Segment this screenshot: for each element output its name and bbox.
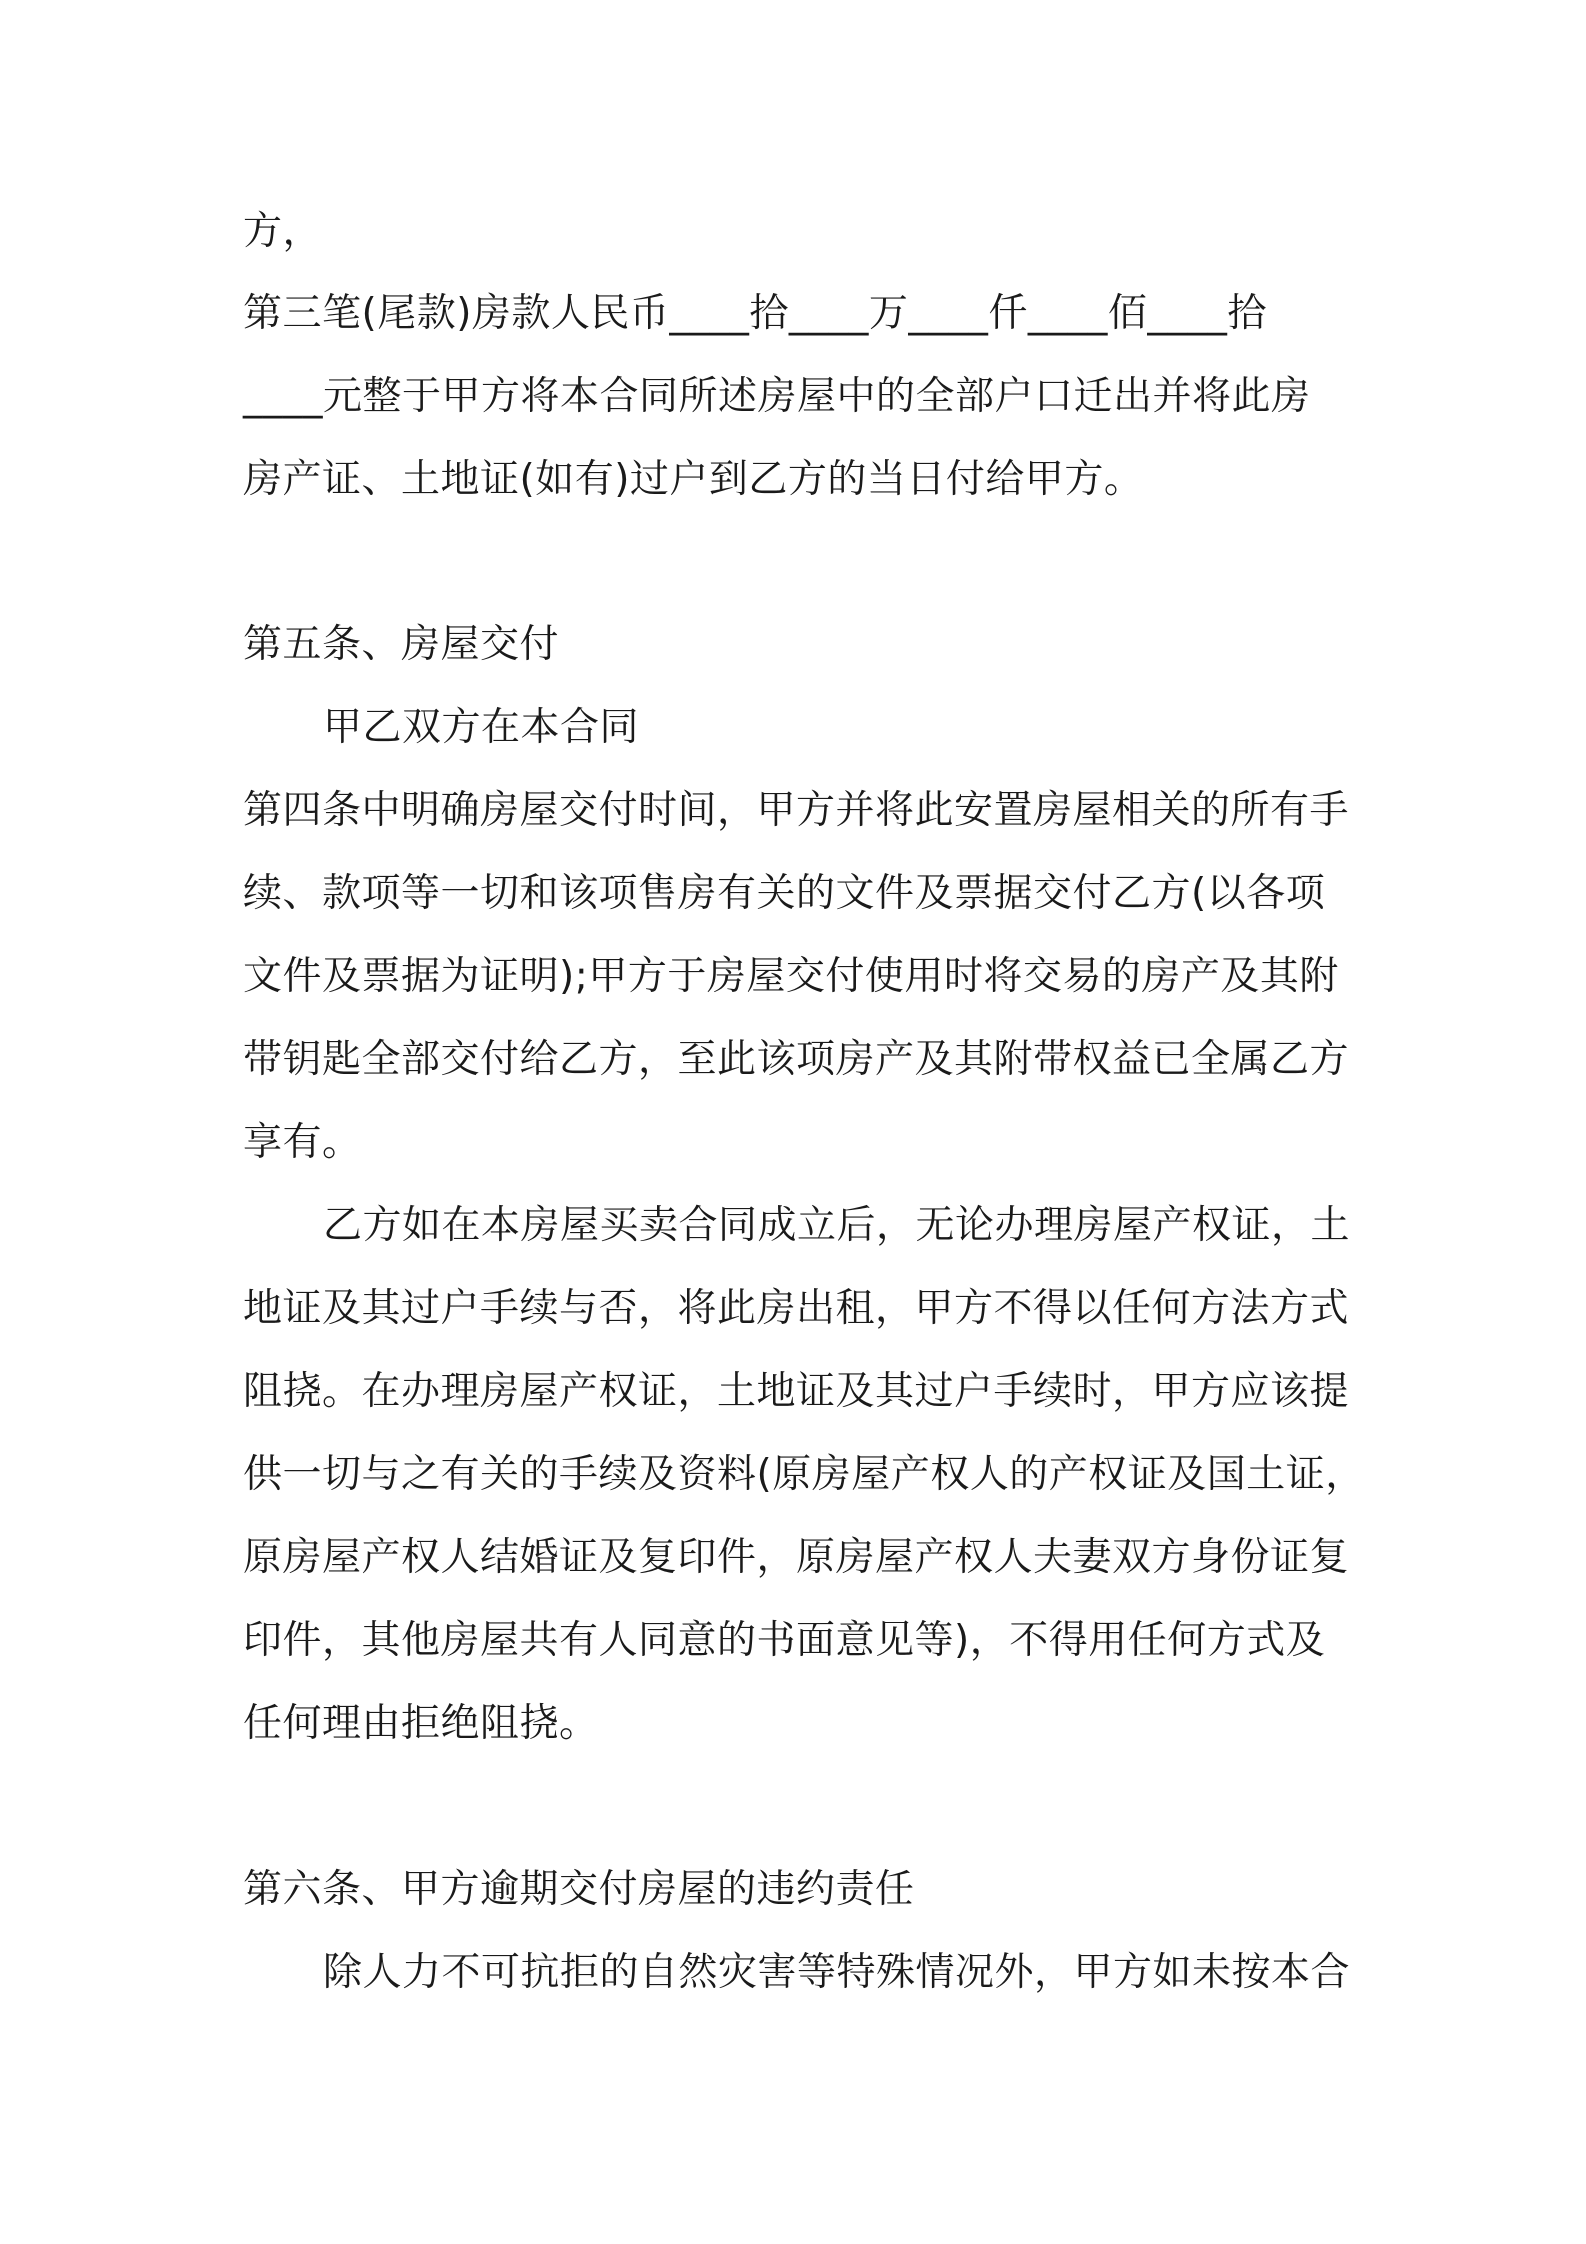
text-line: ____元整于甲方将本合同所述房屋中的全部户口迁出并将此房 bbox=[243, 374, 1311, 419]
text-line: 印件，其他房屋共有人同意的书面意见等)，不得用任何方式及 bbox=[243, 1618, 1326, 1663]
text-line: 带钥匙全部交付给乙方，至此该项房产及其附带权益已全属乙方 bbox=[243, 1037, 1350, 1082]
text-line: 享有。 bbox=[243, 1120, 362, 1165]
text-line: 甲乙双方在本合同 bbox=[323, 705, 640, 750]
text-line: 文件及票据为证明);甲方于房屋交付使用时将交易的房产及其附 bbox=[243, 954, 1339, 999]
text-line: 阻挠。在办理房屋产权证，土地证及其过户手续时，甲方应该提 bbox=[243, 1369, 1350, 1414]
text-line: 地证及其过户手续与否，将此房出租，甲方不得以任何方法方式 bbox=[243, 1286, 1350, 1331]
text-line: 房产证、土地证(如有)过户到乙方的当日付给甲方。 bbox=[243, 457, 1144, 502]
text-line: 任何理由拒绝阻挠。 bbox=[243, 1701, 599, 1746]
text-line: 第四条中明确房屋交付时间，甲方并将此安置房屋相关的所有手 bbox=[243, 788, 1350, 833]
section-heading: 第六条、甲方逾期交付房屋的违约责任 bbox=[243, 1867, 915, 1912]
text-line: 供一切与之有关的手续及资料(原房屋产权人的产权证及国土证， bbox=[243, 1452, 1365, 1497]
text-line: 乙方如在本房屋买卖合同成立后，无论办理房屋产权证，土 bbox=[323, 1203, 1351, 1248]
text-line: 续、款项等一切和该项售房有关的文件及票据交付乙方(以各项 bbox=[243, 871, 1326, 916]
text-line: 方， bbox=[243, 209, 323, 254]
section-heading: 第五条、房屋交付 bbox=[243, 622, 560, 667]
text-line: 原房屋产权人结婚证及复印件，原房屋产权人夫妻双方身份证复 bbox=[243, 1535, 1350, 1580]
text-line: 除人力不可抗拒的自然灾害等特殊情况外，甲方如未按本合 bbox=[323, 1950, 1351, 1995]
text-line: 第三笔(尾款)房款人民币____拾____万____仟____佰____拾 bbox=[243, 291, 1267, 336]
